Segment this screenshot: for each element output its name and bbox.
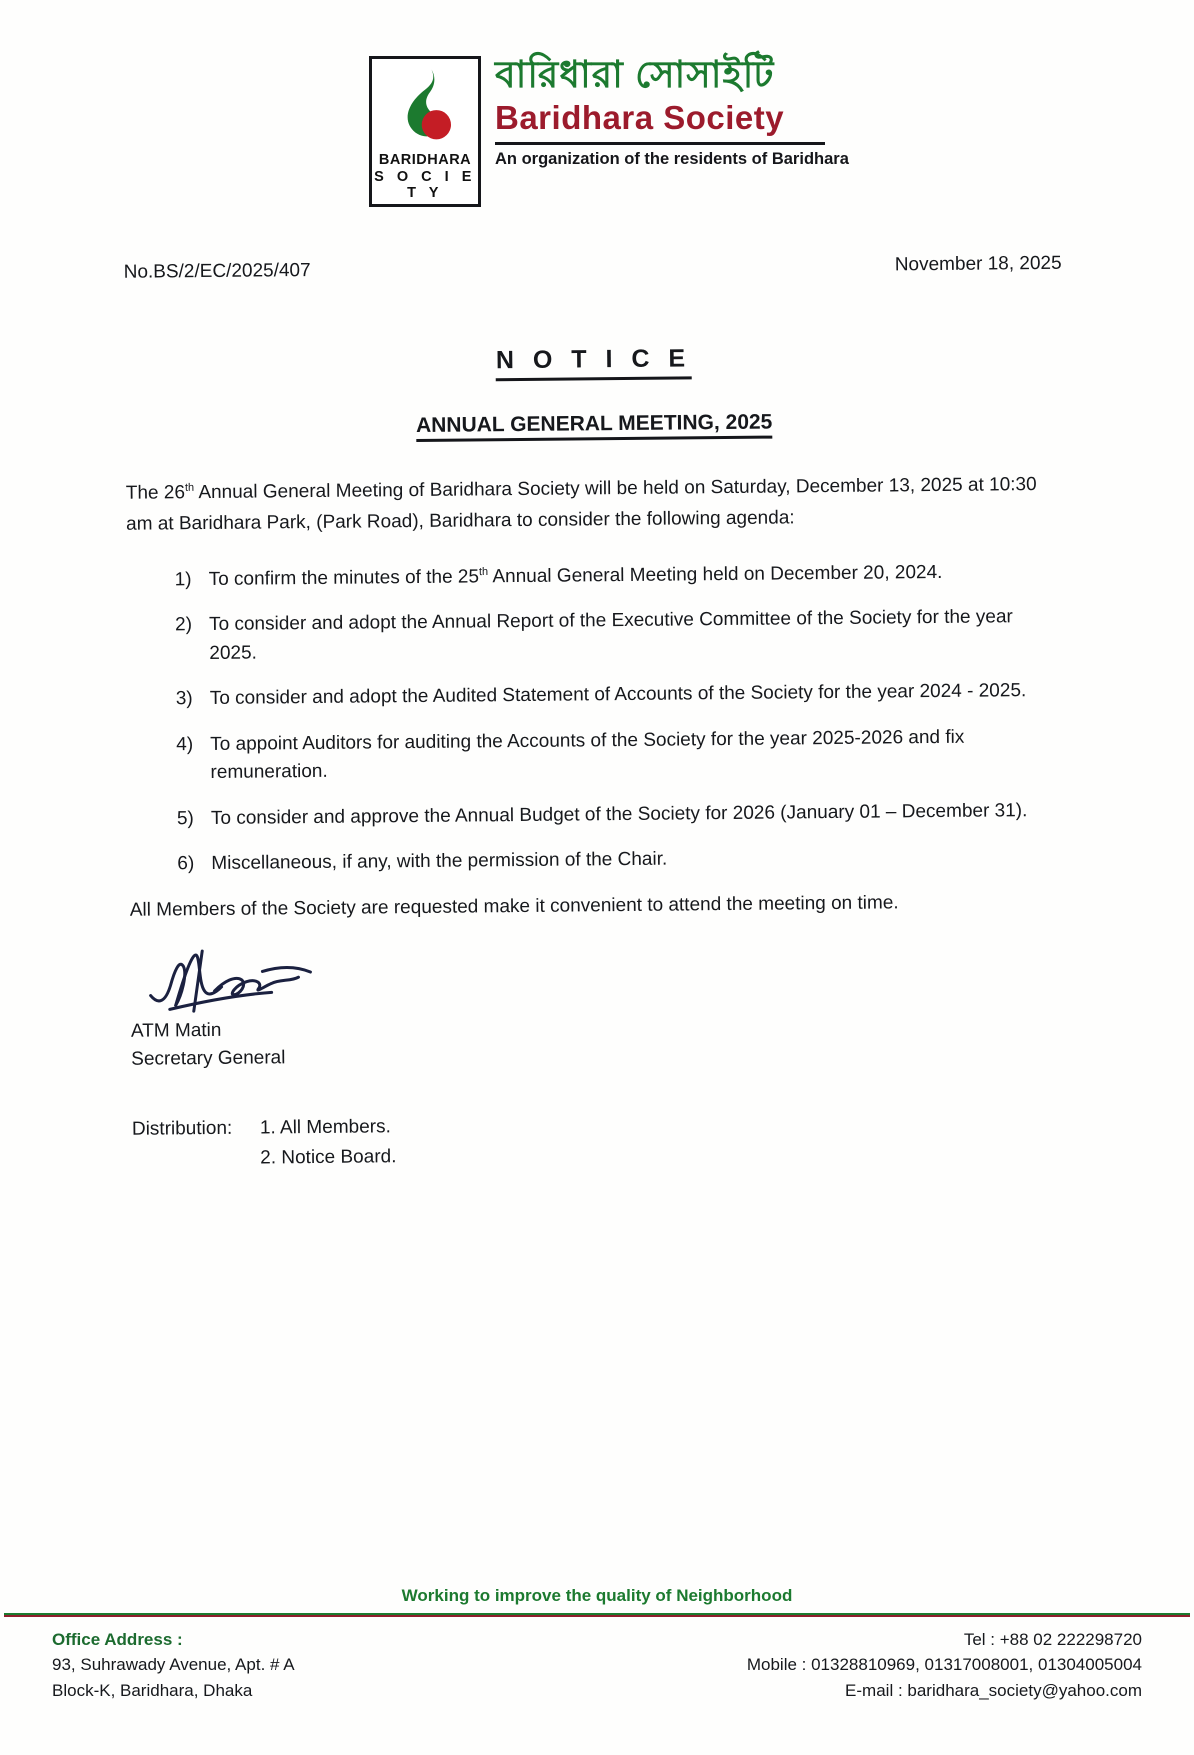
leaf-and-dot-logo-icon: [387, 132, 463, 149]
mobile-line: Mobile : 01328810969, 01317008001, 01304005004: [746, 1655, 1142, 1674]
letterhead-divider: [495, 142, 825, 145]
email-line: E-mail : baridhara_society@yahoo.com: [845, 1680, 1142, 1700]
signatory-name: ATM Matin: [130, 1019, 222, 1042]
agenda-item-number: 2): [174, 614, 193, 636]
agenda-item-number: 6): [177, 853, 195, 875]
distribution-label: Distribution:: [131, 1117, 233, 1140]
society-logo: [369, 56, 481, 207]
ordinal-suffix: th: [184, 481, 195, 494]
distribution-section: [132, 1110, 1071, 1179]
agenda-item-number: 3): [175, 688, 193, 710]
agenda-item-number: 5): [176, 807, 194, 829]
agenda-item: [175, 557, 1065, 594]
reference-row: [124, 253, 1062, 284]
contact-block: [747, 1627, 1142, 1704]
agenda-item-text: To consider and adopt the Audited Statement of Accounts of the Society for the year 2024 - 2025.: [209, 680, 1027, 710]
document-date: November 18, 2025: [894, 252, 1062, 276]
office-address-line: 93, Suhrawady Avenue, Apt. # A: [52, 1655, 295, 1674]
office-address-block: [52, 1627, 295, 1704]
english-society-name: Baridhara Society: [495, 98, 785, 136]
agenda-item-text: To consider and adopt the Annual Report of the Executive Committee of the Society for the year 2025.: [208, 606, 1013, 664]
intro-paragraph: The 26th Annual General Meeting of Baridhara Society will be held on Saturday, December 13, 2025 at 10:30 am at Baridhara Park, (Park Road), Baridhara to consider the following agenda:: [125, 474, 1037, 535]
agenda-item: [177, 842, 1067, 879]
telephone-line: Tel : +88 02 222298720: [963, 1629, 1142, 1649]
bengali-society-name: বারিধারা সোসাইটি: [495, 54, 775, 95]
agenda-list: [127, 557, 1068, 879]
agenda-item-text: To consider and approve the Annual Budget of the Society for 2026 (January 01 – December 31).: [210, 799, 1028, 829]
agenda-item-text: To confirm the minutes of the 25th Annual General Meeting held on December 20, 2024.: [208, 561, 943, 590]
distribution-item: 2. Notice Board.: [260, 1146, 397, 1169]
agenda-item-text: Miscellaneous, if any, with the permission of the Chair.: [211, 848, 668, 875]
reference-number: No.BS/2/EC/2025/407: [123, 259, 311, 283]
letterhead: [0, 0, 1194, 207]
office-address-label: Office Address :: [52, 1629, 183, 1649]
agenda-item: [175, 603, 1066, 669]
agenda-item: [176, 722, 1067, 788]
agenda-item: [176, 677, 1066, 714]
footer-motto: Working to improve the quality of Neighborhood: [401, 1585, 793, 1605]
signatory-title: Secretary General: [131, 1047, 286, 1070]
agenda-item-text: To appoint Auditors for auditing the Accounts of the Society for the year 2025-2026 and fix remuneration.: [210, 726, 965, 784]
distribution-items: [260, 1116, 397, 1177]
footer-divider-maroon: [4, 1615, 1190, 1617]
logo-word-baridhara: BARIDHARA: [378, 152, 472, 168]
agm-subheading: ANNUAL GENERAL MEETING, 2025: [416, 411, 773, 442]
office-address-line: Block-K, Baridhara, Dhaka: [52, 1680, 253, 1700]
signature-block: [130, 935, 1069, 1071]
agenda-item-number: 1): [174, 568, 192, 590]
agenda-item-number: 4): [176, 733, 194, 755]
closing-paragraph: All Members of the Society are requested make it convenient to attend the meeting on time.: [129, 891, 899, 921]
notice-heading: N O T I C E: [496, 344, 692, 381]
distribution-item: 1. All Members.: [259, 1116, 391, 1139]
letterhead-tagline: An organization of the residents of Baridhara: [495, 149, 849, 168]
agenda-item: [177, 796, 1067, 833]
page-footer: [0, 1586, 1194, 1704]
letterhead-text: [495, 54, 849, 169]
logo-word-society: S O C I E T Y: [374, 169, 476, 201]
